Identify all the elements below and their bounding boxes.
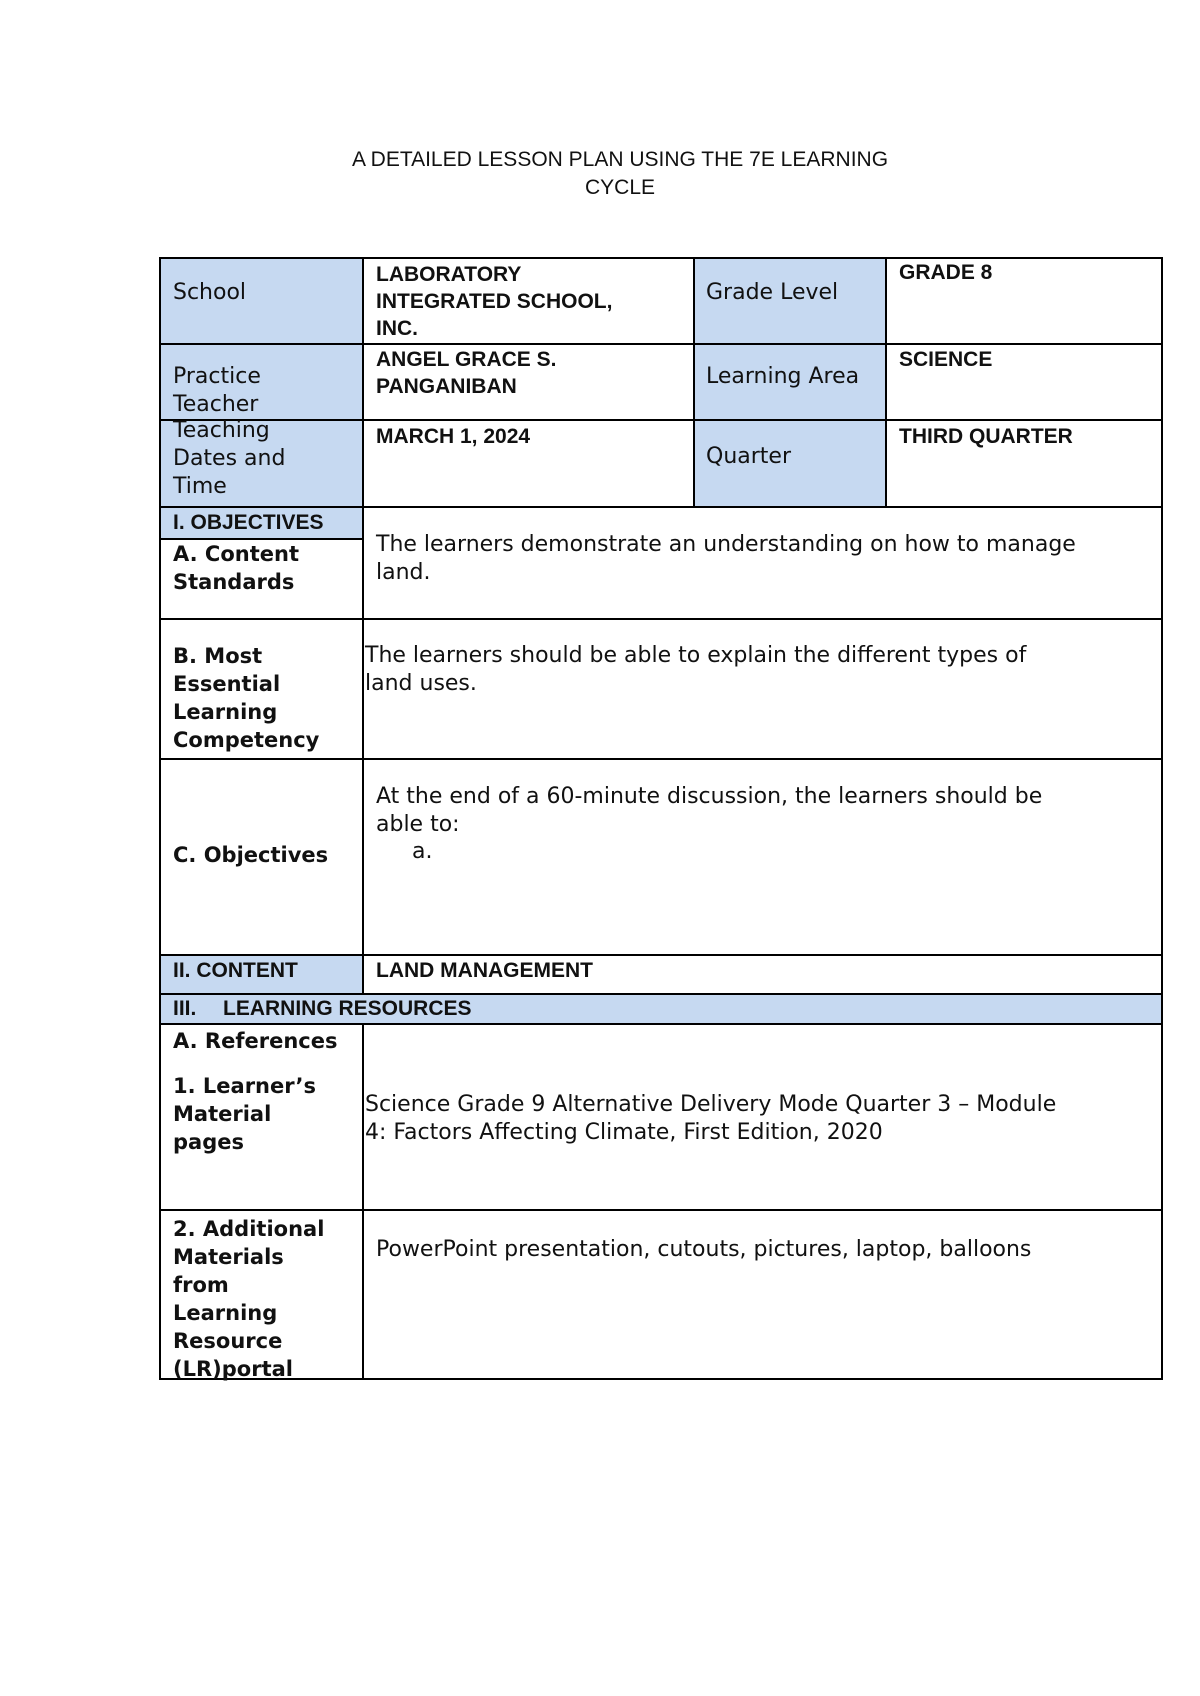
practice-teacher-value: ANGEL GRACE S. PANGANIBAN	[376, 348, 557, 398]
content-value: LAND MANAGEMENT	[376, 959, 593, 982]
learning-area-value: SCIENCE	[899, 348, 993, 371]
learner-material-label: 1. Learner’s Material pages	[173, 1074, 316, 1154]
column-divider	[362, 1023, 364, 1380]
table-border-right	[1161, 257, 1163, 1380]
school-value: LABORATORY INTEGRATED SCHOOL, INC.	[376, 263, 613, 340]
content-standards-label: A. Content Standards	[173, 542, 299, 594]
objectives-item: a.	[412, 839, 433, 864]
teaching-dates-value: MARCH 1, 2024	[376, 425, 531, 448]
teaching-dates-label: Teaching Dates and Time	[173, 418, 286, 499]
lesson-plan-table	[159, 257, 1163, 1381]
row-divider	[159, 758, 1163, 760]
references-label: A. References	[173, 1029, 338, 1053]
learning-area-label: Learning Area	[706, 364, 860, 389]
document-title	[160, 146, 1080, 202]
melc-label: B. Most Essential Learning Competency	[173, 644, 320, 752]
learner-material-text: Science Grade 9 Alternative Delivery Mode Quarter 3 – Module 4: Factors Affecting Climate, First Edition, 2020	[365, 1092, 1057, 1145]
quarter-label: Quarter	[706, 444, 791, 469]
column-divider	[885, 257, 887, 508]
melc-text: The learners should be able to explain the different types of land uses.	[365, 643, 1027, 696]
row-divider	[159, 1023, 1163, 1025]
school-label: School	[173, 280, 247, 305]
additional-materials-label: 2. Additional Materials from Learning Resource (LR)portal	[173, 1217, 325, 1381]
objectives-intro: At the end of a 60-minute discussion, the learners should be able to:	[376, 784, 1043, 837]
content-label: II. CONTENT	[173, 959, 298, 982]
resources-heading: LEARNING RESOURCES	[223, 997, 472, 1020]
row-divider	[159, 954, 1163, 956]
objectives-label: C. Objectives	[173, 843, 329, 867]
row-divider	[159, 618, 1163, 620]
content-standards-text: The learners demonstrate an understanding on how to manage land.	[376, 532, 1076, 585]
objectives-heading: I. OBJECTIVES	[173, 511, 324, 534]
additional-materials-text: PowerPoint presentation, cutouts, pictures, laptop, balloons	[376, 1237, 1032, 1262]
column-divider	[362, 257, 364, 994]
table-border-left	[159, 257, 161, 1380]
grade-level-label: Grade Level	[706, 280, 839, 305]
document-title-line-2: CYCLE	[584, 176, 656, 199]
row-divider	[159, 1209, 1163, 1211]
practice-teacher-label: Practice Teacher	[173, 364, 261, 417]
row-divider	[159, 343, 1163, 345]
table-border-top	[159, 257, 1163, 259]
row-divider	[159, 419, 1163, 421]
quarter-value: THIRD QUARTER	[899, 425, 1073, 448]
row-divider	[159, 506, 1163, 508]
document-title-line-1: A DETAILED LESSON PLAN USING THE 7E LEARNING	[351, 148, 889, 171]
column-divider	[693, 257, 695, 508]
grade-level-value: GRADE 8	[899, 261, 993, 284]
resources-heading-number: III.	[173, 997, 197, 1020]
